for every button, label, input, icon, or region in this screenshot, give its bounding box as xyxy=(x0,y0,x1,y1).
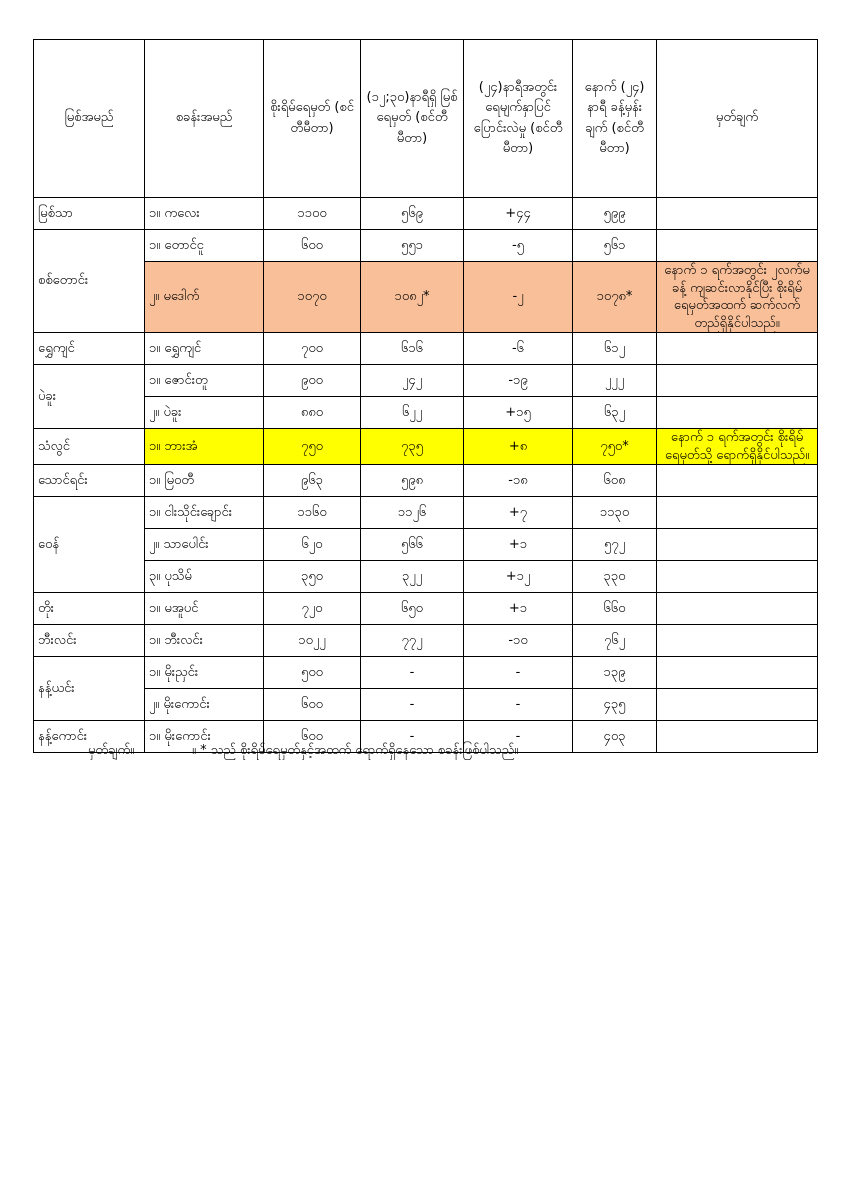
header-river: မြစ်အမည် xyxy=(34,40,145,198)
footnote-text: ။ * သည် စိုးရိမ်ရေမှတ်နှင့်အထက် ရောက်ရှိနေသော စခန်းဖြစ်ပါသည်။ xyxy=(192,743,519,758)
remark-cell xyxy=(657,529,818,561)
danger-level-cell: ၆၀၀ xyxy=(264,230,361,262)
table-row xyxy=(34,657,818,689)
change-cell: -၁၉ xyxy=(464,365,573,397)
station-cell: ၁။ ငါးသိုင်းချောင်း xyxy=(145,497,264,529)
remark-cell xyxy=(657,333,818,365)
river-cell: သောင်ရင်း xyxy=(34,465,145,497)
table-row xyxy=(34,529,818,561)
table-row xyxy=(34,561,818,593)
remark-cell xyxy=(657,721,818,753)
current-level-cell: ၅၉၈ xyxy=(361,465,464,497)
change-cell: -၆ xyxy=(464,333,573,365)
remark-cell xyxy=(657,198,818,230)
forecast-cell: ၅၉၉ xyxy=(573,198,657,230)
danger-level-cell: ၇၅၀ xyxy=(264,429,361,465)
change-cell: -၁၈ xyxy=(464,465,573,497)
danger-level-cell: ၁၀၇၀ xyxy=(264,262,361,333)
forecast-cell: ၇၆၂ xyxy=(573,625,657,657)
remark-cell: နောက် ၁ ရက်အတွင်း စိုးရိမ်ရေမှတ်သို့ ရောက်ရှိနိုင်ပါသည်။ xyxy=(657,429,818,465)
river-cell: ဘီးလင်း xyxy=(34,625,145,657)
danger-level-cell: ၉၀၀ xyxy=(264,365,361,397)
current-level-cell: ၅၆၉ xyxy=(361,198,464,230)
danger-level-cell: ၆၂၀ xyxy=(264,529,361,561)
danger-level-cell: ၁၀၂၂ xyxy=(264,625,361,657)
change-cell: -၁၀ xyxy=(464,625,573,657)
station-cell: ၁။ ရွှေကျင် xyxy=(145,333,264,365)
header-remarks: မှတ်ချက် xyxy=(657,40,818,198)
table-row xyxy=(34,198,818,230)
forecast-cell: ၆၃၂ xyxy=(573,397,657,429)
station-cell: ၁။ တောင်ငူ xyxy=(145,230,264,262)
change-cell: -၂ xyxy=(464,262,573,333)
river-cell: ရွှေကျင် xyxy=(34,333,145,365)
station-cell: ၁။ မအူပင် xyxy=(145,593,264,625)
remark-cell xyxy=(657,657,818,689)
river-cell: မြစ်သာ xyxy=(34,198,145,230)
forecast-cell: ၅၆၁ xyxy=(573,230,657,262)
station-cell: ၂။ မဒေါက် xyxy=(145,262,264,333)
table-row xyxy=(34,333,818,365)
river-cell: သံလွင် xyxy=(34,429,145,465)
current-level-cell: ၆၅၀ xyxy=(361,593,464,625)
danger-level-cell: ၁၁၆၀ xyxy=(264,497,361,529)
change-cell: +၁၅ xyxy=(464,397,573,429)
station-cell: ၁။ မိုးကောင်း xyxy=(145,721,264,753)
current-level-cell: ၂၄၂ xyxy=(361,365,464,397)
remark-cell: နောက် ၁ ရက်အတွင်း ၂လက်မခန့် ကျဆင်းလာနိုင်ပြီး စိုးရိမ်ရေမှတ်အထက် ဆက်လက်တည်ရှိနိုင်ပါသည်။ xyxy=(657,262,818,333)
table-row xyxy=(34,593,818,625)
current-level-cell: ၆၂၂ xyxy=(361,397,464,429)
station-cell: ၂။ သာပေါင်း xyxy=(145,529,264,561)
current-level-cell: ၁၁၂၆ xyxy=(361,497,464,529)
remark-cell xyxy=(657,497,818,529)
table-row xyxy=(34,365,818,397)
danger-level-cell: ၈၈၀ xyxy=(264,397,361,429)
river-level-table xyxy=(33,39,818,753)
current-level-cell: ၇၃၅ xyxy=(361,429,464,465)
current-level-cell: ၅၅၁ xyxy=(361,230,464,262)
station-cell: ၂။ မိုးကောင်း xyxy=(145,689,264,721)
change-cell: +၄၄ xyxy=(464,198,573,230)
change-cell: - xyxy=(464,721,573,753)
change-cell: +၇ xyxy=(464,497,573,529)
station-cell: ၁။ ဇောင်းတူ xyxy=(145,365,264,397)
remark-cell xyxy=(657,561,818,593)
danger-level-cell: ၆၀၀ xyxy=(264,721,361,753)
station-cell: ၁။ မြဝတီ xyxy=(145,465,264,497)
river-cell: နန့်ယင်း xyxy=(34,657,145,721)
change-cell: -၅ xyxy=(464,230,573,262)
forecast-cell: ၄၃၅ xyxy=(573,689,657,721)
table-row xyxy=(34,497,818,529)
station-cell: ၁။ ဘီးလင်း xyxy=(145,625,264,657)
danger-level-cell: ၁၁၀၀ xyxy=(264,198,361,230)
current-level-cell: - xyxy=(361,721,464,753)
current-level-cell: ၅၆၆ xyxy=(361,529,464,561)
forecast-cell: ၁၃၉ xyxy=(573,657,657,689)
forecast-cell: ၅၇၂ xyxy=(573,529,657,561)
footnote-label: မှတ်ချက်။ xyxy=(88,743,135,758)
station-cell: ၁။ မိုးညှင်း xyxy=(145,657,264,689)
table-header-row xyxy=(34,40,818,198)
river-cell: တိုး xyxy=(34,593,145,625)
change-cell: +၁၂ xyxy=(464,561,573,593)
table-row xyxy=(34,689,818,721)
remark-cell xyxy=(657,689,818,721)
forecast-cell: ၆၁၂ xyxy=(573,333,657,365)
remark-cell xyxy=(657,625,818,657)
remark-cell xyxy=(657,365,818,397)
river-cell: ဝေန် xyxy=(34,497,145,593)
forecast-cell: ၇၅၀* xyxy=(573,429,657,465)
danger-level-cell: ၆၀၀ xyxy=(264,689,361,721)
header-current-level: (၁၂;၃၀)နာရီရှိ မြစ်ရေမှတ် (စင်တီမီတာ) xyxy=(361,40,464,198)
danger-level-cell: ၉၆၃ xyxy=(264,465,361,497)
danger-level-cell: ၃၅၀ xyxy=(264,561,361,593)
current-level-cell: - xyxy=(361,657,464,689)
forecast-cell: ၂၂၂ xyxy=(573,365,657,397)
station-cell: ၂။ ပဲခူး xyxy=(145,397,264,429)
forecast-cell: ၁၀၇၈* xyxy=(573,262,657,333)
change-cell: +၁ xyxy=(464,529,573,561)
current-level-cell: ၇၇၂ xyxy=(361,625,464,657)
current-level-cell: ၃၂၂ xyxy=(361,561,464,593)
change-cell: +၁ xyxy=(464,593,573,625)
forecast-cell: ၁၁၃၀ xyxy=(573,497,657,529)
remark-cell xyxy=(657,230,818,262)
table-row xyxy=(34,397,818,429)
forecast-cell: ၃၃၀ xyxy=(573,561,657,593)
remark-cell xyxy=(657,397,818,429)
table-row-reaching-danger xyxy=(34,429,818,465)
forecast-cell: ၆၆၀ xyxy=(573,593,657,625)
danger-level-cell: ၇၂၀ xyxy=(264,593,361,625)
table-row xyxy=(34,465,818,497)
header-danger-level: စိုးရိမ်ရေမှတ် (စင်တီမီတာ) xyxy=(264,40,361,198)
header-station: စခန်းအမည် xyxy=(145,40,264,198)
header-24h-forecast: နောက် (၂၄) နာရီ ခန့်မှန်းချက် (စင်တီမီတာ) xyxy=(573,40,657,198)
table-row xyxy=(34,625,818,657)
current-level-cell: - xyxy=(361,689,464,721)
current-level-cell: ၆၁၆ xyxy=(361,333,464,365)
danger-level-cell: ၇၀၀ xyxy=(264,333,361,365)
station-cell: ၁။ ဘားအံ xyxy=(145,429,264,465)
change-cell: +၈ xyxy=(464,429,573,465)
header-24h-change: (၂၄)နာရီအတွင်း ရေမျက်နှာပြင် ပြောင်းလဲမှု (စင်တီမီတာ) xyxy=(464,40,573,198)
station-cell: ၃။ ပုသိမ် xyxy=(145,561,264,593)
forecast-cell: ၆၀၈ xyxy=(573,465,657,497)
current-level-cell: ၁၀၈၂* xyxy=(361,262,464,333)
river-cell: ပဲခူး xyxy=(34,365,145,429)
change-cell: - xyxy=(464,657,573,689)
river-cell: စစ်တောင်း xyxy=(34,230,145,333)
danger-level-cell: ၅၀၀ xyxy=(264,657,361,689)
forecast-cell: ၄၀၃ xyxy=(573,721,657,753)
table-row-above-danger xyxy=(34,262,818,333)
station-cell: ၁။ ကလေး xyxy=(145,198,264,230)
table-row xyxy=(34,230,818,262)
footnote xyxy=(88,742,518,761)
remark-cell xyxy=(657,465,818,497)
river-cell: နန့်ကောင်း xyxy=(34,721,145,753)
remark-cell xyxy=(657,593,818,625)
change-cell: - xyxy=(464,689,573,721)
